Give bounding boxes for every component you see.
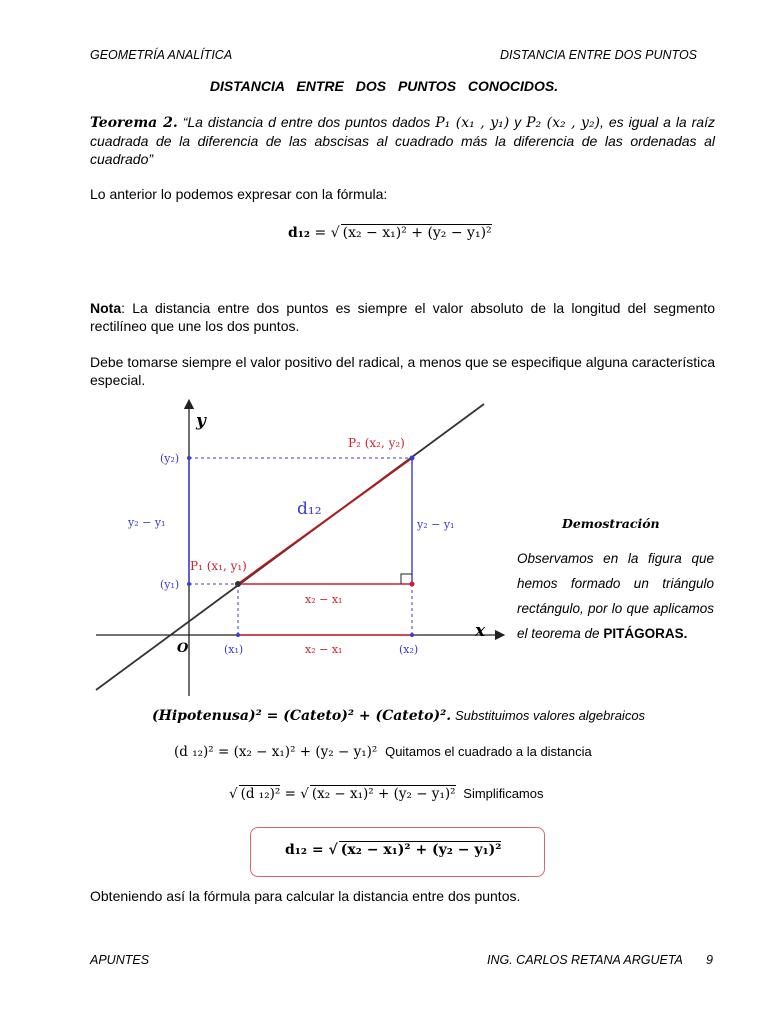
note-label: Nota [90, 300, 122, 316]
pythagoras-formula: (Hipotenusa)² = (Cateto)² + (Cateto)². [152, 708, 452, 724]
final-formula: d₁₂ = √ (x₂ − x₁)² + (y₂ − y₁)² [285, 842, 502, 858]
theorem-paragraph: Teorema 2. “La distancia d entre dos puntos dados P₁ (x₁ , y₁) y P₂ (x₂ , y₂), es igual a la raíz cuadrada de la diferencia de las abscisas al cuadrado más la diferencia de las ordenadas al cuadrado” [90, 114, 715, 167]
y2-label: (y₂) [160, 452, 180, 465]
final-lhs: d₁₂ [285, 842, 308, 858]
positive-paragraph: Debe tomarse siempre el valor positivo del radical, a menos que se especifique alguna característica especial. [90, 354, 715, 388]
segment-d12 [238, 458, 412, 584]
theorem-text-b: , es igual a la raíz cuadrada de la diferencia de las abscisas al cuadrado más la diferencia de las ordenadas al cuadrado [90, 114, 715, 167]
theorem-label: Teorema 2. [90, 115, 178, 131]
step2-note: Quitamos el cuadrado a la distancia [385, 744, 592, 759]
p1-label: P₁ (x₁, y₁) [190, 559, 247, 573]
x1-label: (x₁) [224, 643, 244, 656]
final-radicand: (x₂ − x₁)² + (y₂ − y₁)² [340, 842, 502, 858]
point-corner [410, 582, 415, 587]
step2-formula: (d ₁₂)² = (x₂ − x₁)² + (y₂ − y₁)² [174, 744, 378, 760]
intro-text: Lo anterior lo podemos expresar con la fórmula: [90, 186, 388, 202]
formula-radicand: (x₂ − x₁)² + (y₂ − y₁)² [342, 225, 492, 241]
point-x1 [236, 633, 240, 637]
dy-left-label: y₂ − y₁ [128, 516, 166, 529]
step3-line: √ (d ₁₂)² = √ (x₂ − x₁)² + (y₂ − y₁)² Simplificamos [229, 786, 544, 802]
dx-mid-label: x₂ − x₁ [305, 593, 343, 606]
page-number: 9 [706, 953, 713, 967]
step3-note: Simplificamos [463, 786, 544, 801]
note-text: : La distancia entre dos puntos es siempre el valor absoluto de la longitud del segmento rectilíneo que une los dos puntos. [90, 300, 715, 334]
y1-label: (y₁) [160, 578, 180, 591]
header-right: DISTANCIA ENTRE DOS PUNTOS [500, 48, 698, 62]
demo-bold: PITÁGORAS. [603, 626, 688, 641]
x-axis-label: x [475, 621, 486, 641]
dy-right-label: y₂ − y₁ [417, 518, 455, 531]
step3-rhs: (x₂ − x₁)² + (y₂ − y₁)² [311, 786, 456, 802]
final-eq: = [307, 842, 329, 858]
step2-line [174, 744, 592, 760]
step3-lhs: (d ₁₂)² [240, 786, 281, 802]
theorem-and: y [509, 114, 527, 130]
distance-formula: d₁₂ = √ (x₂ − x₁)² + (y₂ − y₁)² [288, 225, 492, 241]
header-left: GEOMETRÍA ANALÍTICA [90, 48, 233, 62]
dx-axis-label: x₂ − x₁ [305, 643, 343, 656]
x2-label: (x₂) [399, 643, 419, 656]
distance-figure [90, 398, 510, 698]
note-paragraph [90, 299, 715, 335]
point-p2 [410, 456, 415, 461]
theorem-p1: P₁ (x₁ , y₁) [435, 115, 510, 131]
d12-label: d₁₂ [297, 499, 322, 519]
theorem-text-a: La distancia d entre dos puntos dados [187, 114, 436, 130]
y-axis-label: y [196, 411, 206, 431]
demo-body: Observamos en la figura que hemos formado un triángulo rectángulo, por lo que aplicamos el teorema de [517, 551, 714, 641]
pythagoras-line [152, 707, 645, 724]
footer-author: ING. CARLOS RETANA ARGUETA [487, 953, 683, 967]
demo-text [517, 546, 714, 646]
point-p1 [235, 581, 241, 587]
formula-eq: = [310, 225, 331, 241]
theorem-p2: P₂ (x₂ , y₂) [526, 115, 601, 131]
step3-eq: = [280, 786, 301, 802]
demo-title: Demostración [562, 516, 660, 531]
p2-label: P₂ (x₂, y₂) [348, 436, 405, 450]
footer-left: APUNTES [90, 953, 150, 967]
point-x2 [410, 633, 414, 637]
point-y2 [187, 456, 191, 460]
page-title: DISTANCIA ENTRE DOS PUNTOS CONOCIDOS. [209, 78, 559, 94]
pythagoras-note: Substituimos valores algebraicos [455, 708, 646, 723]
point-y1 [187, 582, 191, 586]
origin-label: O [177, 641, 189, 656]
formula-lhs: d₁₂ [288, 225, 311, 241]
conclusion-text: Obteniendo así la fórmula para calcular la distancia entre dos puntos. [90, 888, 521, 904]
